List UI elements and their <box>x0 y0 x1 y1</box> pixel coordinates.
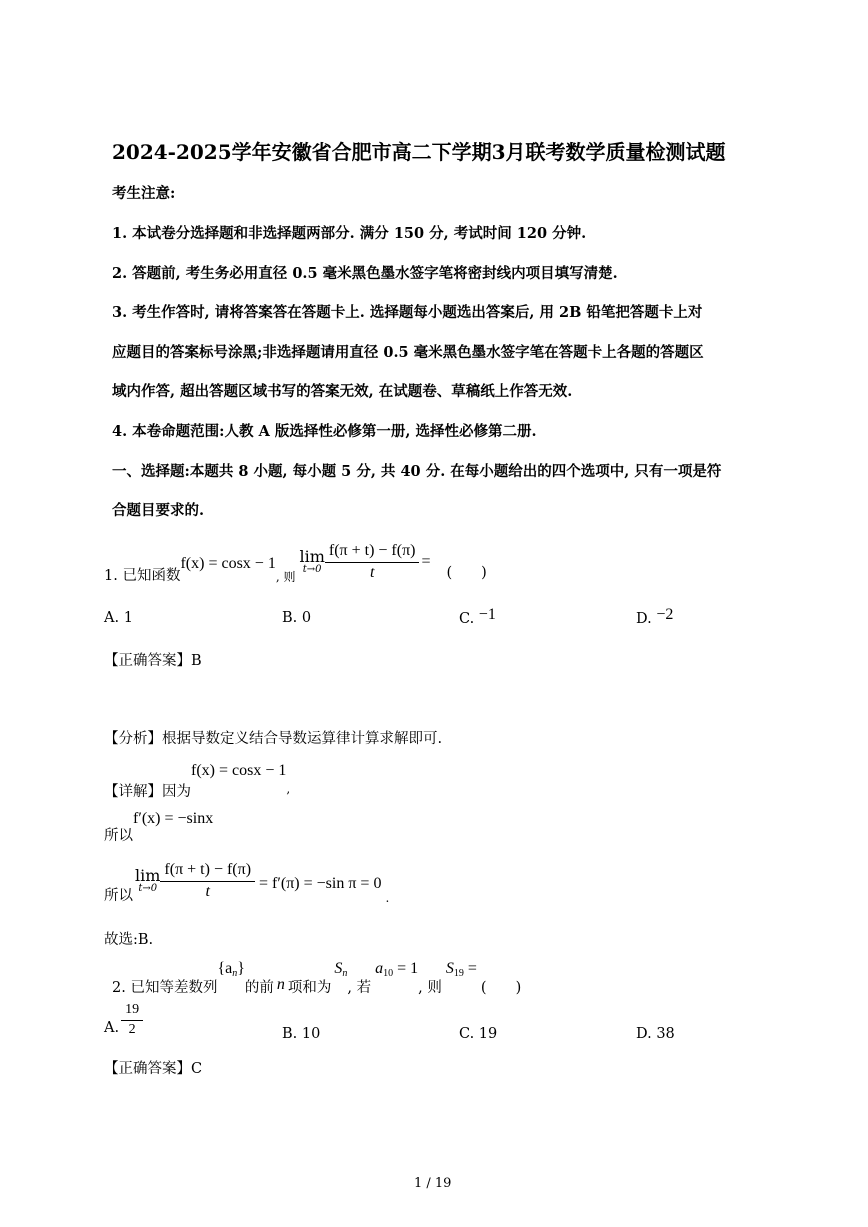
option-value: 10 <box>301 1026 321 1042</box>
notice-item: 3. 考生作答时, 请将答案答在答题卡上. 选择题每小题选出答案后, 用 2B 铅笔把答题卡上对 <box>112 304 703 321</box>
option-value: 0 <box>301 610 312 626</box>
q2-answer: 【正确答案】C <box>104 1061 203 1077</box>
fraction-numerator: f(π + t) − f(π) <box>325 542 420 563</box>
sum-sub: n <box>342 968 348 979</box>
q1-blank: ( ) <box>446 565 487 581</box>
q2-sum <box>334 960 347 979</box>
q1-equals: = <box>421 552 431 570</box>
option-label: A. <box>104 1020 120 1036</box>
q2-prefix: 2. 已知等差数列 <box>112 980 218 996</box>
fraction-denominator: 2 <box>128 1022 136 1037</box>
lim-subscript: t→0 <box>302 563 322 575</box>
q1-fraction <box>325 542 420 582</box>
notice-item: 域内作答, 超出答题区域书写的答案无效, 在试题卷、草稿纸上作答无效. <box>112 383 573 400</box>
result-value: = f′(π) = −sin π = 0 <box>259 874 382 892</box>
sum-symbol: S <box>334 960 343 977</box>
notice-item: 2. 答题前, 考生务必用直径 0.5 毫米黑色墨水签字笔将密封线内项目填写清楚. <box>112 265 618 282</box>
page-number: 1 / 19 <box>414 1176 452 1191</box>
q1-result <box>104 856 389 905</box>
question-1 <box>104 538 487 585</box>
lim-subscript: t→0 <box>138 882 158 894</box>
result-period: . <box>385 890 390 905</box>
q1-option-a <box>104 610 133 626</box>
q1-derivative <box>104 810 213 845</box>
option-value: −2 <box>656 606 674 623</box>
q1-function: f(x) = cosx − 1 <box>180 554 276 572</box>
q2-sequence <box>217 960 244 979</box>
notice-item: 1. 本试卷分选择题和非选择题两部分. 满分 150 分, 考试时间 120 分钟. <box>112 225 587 242</box>
q2-option-b <box>282 1026 320 1042</box>
option-value: 38 <box>656 1026 675 1042</box>
fraction-numerator: 19 <box>121 1002 143 1021</box>
derivative: f′(x) = −sinx <box>133 810 214 827</box>
q2-condition <box>375 960 418 979</box>
so-label: 所以 <box>104 828 133 844</box>
option-fraction <box>121 1002 143 1038</box>
detail-function: f(x) = cosx − 1 <box>191 762 287 779</box>
lim-label: lim <box>299 546 325 566</box>
q2-text: 的前 <box>244 980 274 996</box>
result-fraction <box>160 861 255 901</box>
option-label: D. <box>636 1026 652 1042</box>
detail-prefix: 【详解】因为 <box>104 784 191 800</box>
notice-heading: 考生注意: <box>112 185 176 202</box>
seq-close: } <box>237 960 245 977</box>
cond-sub: 10 <box>383 968 394 979</box>
page-title: 2024-2025学年安徽省合肥市高二下学期3月联考数学质量检测试题 <box>112 140 726 164</box>
result-limit <box>135 865 161 894</box>
q2-text: , 若 <box>347 980 372 996</box>
ask-eq: = <box>467 960 477 977</box>
option-value: −1 <box>478 606 496 623</box>
q1-choose: 故选:B. <box>104 932 154 948</box>
q2-option-d <box>636 1026 675 1042</box>
notice-item: 应题目的答案标号涂黑;非选择题请用直径 0.5 毫米黑色墨水签字笔在答题卡上各题的答题区 <box>112 344 704 361</box>
option-label: C. <box>459 611 475 627</box>
question-2 <box>112 960 521 997</box>
q1-detail <box>104 762 290 801</box>
q1-analysis: 【分析】根据导数定义结合导数运算律计算求解即可. <box>104 731 443 747</box>
q1-middle: , 则 <box>275 570 296 584</box>
seq-sub: n <box>232 968 238 979</box>
q1-prefix: 1. 已知函数 <box>104 568 181 584</box>
ask-sub: 19 <box>453 968 464 979</box>
cond-a: a <box>375 960 384 977</box>
detail-comma: , <box>286 782 291 796</box>
q1-option-d <box>636 606 674 628</box>
so-label: 所以 <box>104 888 133 904</box>
q1-option-b <box>282 610 311 626</box>
cond-val: = 1 <box>397 960 419 977</box>
q2-blank: ( ) <box>480 980 522 996</box>
fraction-denominator: t <box>205 882 210 900</box>
option-label: D. <box>636 611 652 627</box>
lim-label: lim <box>135 865 161 885</box>
q1-option-c <box>459 606 496 628</box>
q2-text: , 则 <box>418 980 442 996</box>
fraction-numerator: f(π + t) − f(π) <box>160 861 255 882</box>
q2-option-c <box>459 1026 497 1042</box>
q1-limit <box>299 546 325 575</box>
q2-option-a <box>104 1002 143 1038</box>
q1-answer: 【正确答案】B <box>104 653 202 669</box>
option-label: B. <box>282 1026 298 1042</box>
q2-n: n <box>276 976 285 993</box>
q2-text: 项和为 <box>287 980 332 996</box>
seq-open: {a <box>217 960 233 977</box>
option-label: C. <box>459 1026 475 1042</box>
fraction-denominator: t <box>369 563 375 581</box>
ask-symbol: S <box>445 960 454 977</box>
section-heading: 一、选择题:本题共 8 小题, 每小题 5 分, 共 40 分. 在每小题给出的四个选项中, 只有一项是符 <box>112 463 722 480</box>
option-value: 1 <box>123 610 133 626</box>
option-label: B. <box>282 610 298 626</box>
option-label: A. <box>104 610 120 626</box>
section-heading-cont: 合题目要求的. <box>112 502 205 519</box>
notice-item: 4. 本卷命题范围:人教 A 版选择性必修第一册, 选择性必修第二册. <box>112 423 537 440</box>
option-value: 19 <box>478 1026 498 1042</box>
q2-ask <box>446 960 477 979</box>
